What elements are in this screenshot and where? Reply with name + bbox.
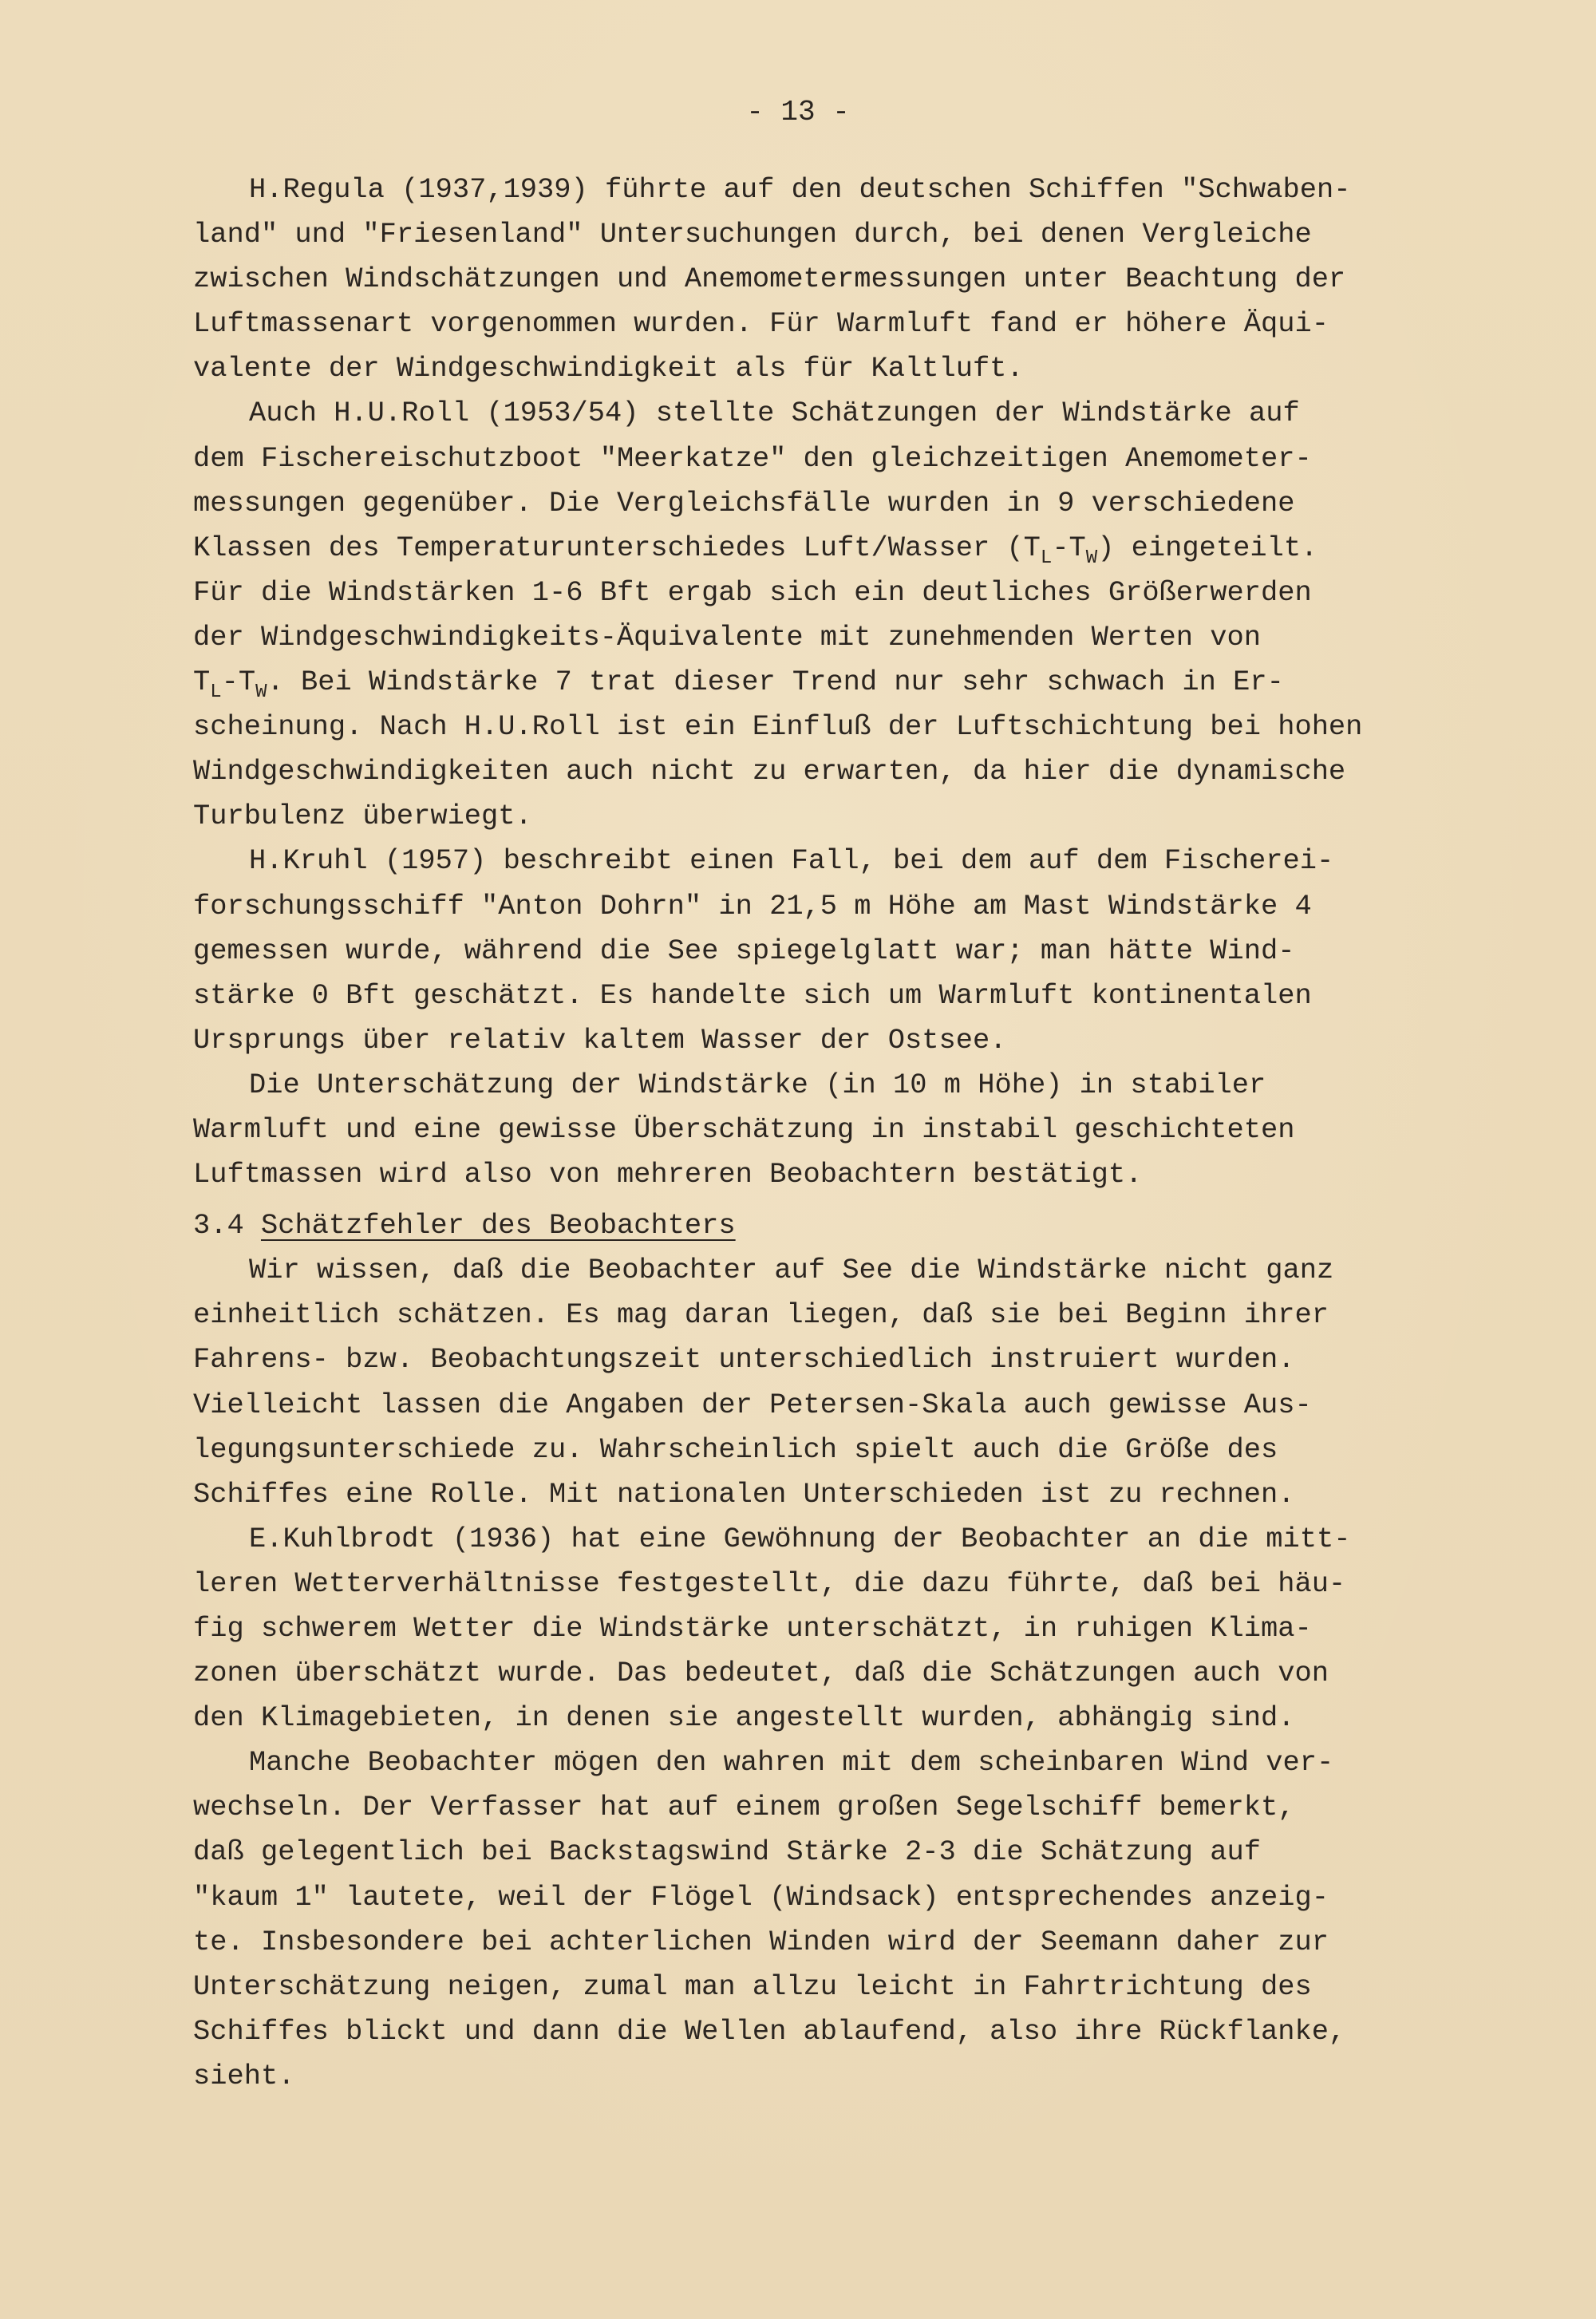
subscript-w: W <box>255 681 267 704</box>
text-line: zwischen Windschätzungen und Anemometermessungen unter Beachtung der <box>193 263 1346 296</box>
section-heading <box>193 1203 1454 1248</box>
section-title: Schätzfehler des Beobachters <box>260 1210 736 1242</box>
text-line: zonen überschätzt wurde. Das bedeutet, daß die Schätzungen auch von <box>193 1657 1329 1690</box>
text-line: messungen gegenüber. Die Vergleichsfälle wurden in 9 verschiedene <box>193 487 1295 520</box>
text-line: Luftmassenart vorgenommen wurden. Für Warmluft fand er höhere Äqui- <box>193 308 1329 341</box>
text-line: Schiffes blickt und dann die Wellen ablaufend, also ihre Rückflanke, <box>193 2015 1346 2048</box>
text-line: Vielleicht lassen die Angaben der Petersen-Skala auch gewisse Aus- <box>193 1389 1312 1421</box>
text-line: der Windgeschwindigkeits-Äquivalente mit zunehmenden Werten von <box>193 621 1261 654</box>
paragraph-roll <box>193 391 1454 839</box>
text-line: scheinung. Nach H.U.Roll ist ein Einfluß der Luftschichtung bei hohen <box>193 711 1363 744</box>
text-line: "kaum 1" lautete, weil der Flögel (Windsack) entsprechendes anzeig- <box>193 1881 1329 1914</box>
subscript-l: L <box>210 681 222 704</box>
text-line: H.Kruhl (1957) beschreibt einen Fall, bei dem auf dem Fischerei- <box>249 845 1334 878</box>
paragraph-manche-beobachter <box>193 1740 1454 2099</box>
subscript-l: L <box>1040 547 1053 569</box>
text-line: Ursprungs über relativ kaltem Wasser der Ostsee. <box>193 1024 1007 1057</box>
text-line: E.Kuhlbrodt (1936) hat eine Gewöhnung der Beobachter an die mitt- <box>249 1523 1351 1555</box>
text-line: gemessen wurde, während die See spiegelglatt war; man hätte Wind- <box>193 934 1295 967</box>
text-line: leren Wetterverhältnisse festgestellt, die dazu führte, daß bei häu- <box>193 1567 1346 1600</box>
text-line-with-subscript: $T_L-T_W$. Bei Windstärke 7 trat dieser Trend nur sehr schwach in Er- <box>193 666 1284 704</box>
text-line: H.Regula (1937,1939) führte auf den deutschen Schiffen "Schwaben- <box>249 174 1351 206</box>
text-line: Für die Windstärken 1-6 Bft ergab sich ein deutliches Größerwerden <box>193 576 1312 609</box>
text-line: Die Unterschätzung der Windstärke (in 10 m Höhe) in stabiler <box>249 1069 1266 1101</box>
text-line: Wir wissen, daß die Beobachter auf See die Windstärke nicht ganz <box>249 1254 1334 1287</box>
section-number: 3.4 <box>193 1210 244 1242</box>
text-line: Unterschätzung neigen, zumal man allzu leicht in Fahrtrichtung des <box>193 1970 1312 2003</box>
paragraph-kuhlbrodt <box>193 1517 1454 1740</box>
paragraph-unterschaetzung <box>193 1063 1454 1197</box>
paragraph-regula <box>193 168 1454 391</box>
text-line: wechseln. Der Verfasser hat auf einem großen Segelschiff bemerkt, <box>193 1792 1295 1824</box>
text-line: forschungsschiff "Anton Dohrn" in 21,5 m Höhe am Mast Windstärke 4 <box>193 890 1312 922</box>
text-line: einheitlich schätzen. Es mag daran liegen, daß sie bei Beginn ihrer <box>193 1299 1329 1332</box>
text-line: dem Fischereischutzboot "Meerkatze" den gleichzeitigen Anemometer- <box>193 442 1312 475</box>
text-line: legungsunterschiede zu. Wahrscheinlich spielt auch die Größe des <box>193 1433 1278 1466</box>
paragraph-kruhl <box>193 839 1454 1062</box>
text-line: fig schwerem Wetter die Windstärke unterschätzt, in ruhigen Klima- <box>193 1613 1312 1645</box>
text-line: land" und "Friesenland" Untersuchungen durch, bei denen Vergleiche <box>193 219 1312 251</box>
body-text <box>193 168 1454 2099</box>
text-line: den Klimagebieten, in denen sie angestellt wurden, abhängig sind. <box>193 1702 1295 1735</box>
page-number: - 13 - <box>746 96 850 128</box>
paragraph-wir-wissen <box>193 1248 1454 1517</box>
text-line-with-subscript: Klassen des Temperaturunterschiedes Luft/Wasser $(T_L-T_W)$ eingeteilt. <box>193 531 1318 569</box>
text-line: sieht. <box>193 2060 295 2092</box>
text-line: daß gelegentlich bei Backstagswind Stärke 2-3 die Schätzung auf <box>193 1836 1261 1869</box>
text-line: Luftmassen wird also von mehreren Beobachtern bestätigt. <box>193 1159 1143 1191</box>
text-line: Auch H.U.Roll (1953/54) stellte Schätzungen der Windstärke auf <box>249 397 1300 430</box>
text-line: stärke 0 Bft geschätzt. Es handelte sich um Warmluft kontinentalen <box>193 979 1312 1012</box>
subscript-w: W <box>1085 547 1098 569</box>
text-line: Turbulenz überwiegt. <box>193 800 532 833</box>
text-line: Fahrens- bzw. Beobachtungszeit unterschiedlich instruiert wurden. <box>193 1344 1295 1377</box>
text-line: valente der Windgeschwindigkeit als für Kaltluft. <box>193 353 1024 385</box>
text-line: te. Insbesondere bei achterlichen Winden wird der Seemann daher zur <box>193 1926 1329 1958</box>
text-line: Schiffes eine Rolle. Mit nationalen Unterschieden ist zu rechnen. <box>193 1478 1295 1511</box>
text-line: Warmluft und eine gewisse Überschätzung in instabil geschichteten <box>193 1113 1295 1146</box>
text-line: Manche Beobachter mögen den wahren mit dem scheinbaren Wind ver- <box>249 1747 1334 1780</box>
text-line: Windgeschwindigkeiten auch nicht zu erwarten, da hier die dynamische <box>193 756 1346 788</box>
